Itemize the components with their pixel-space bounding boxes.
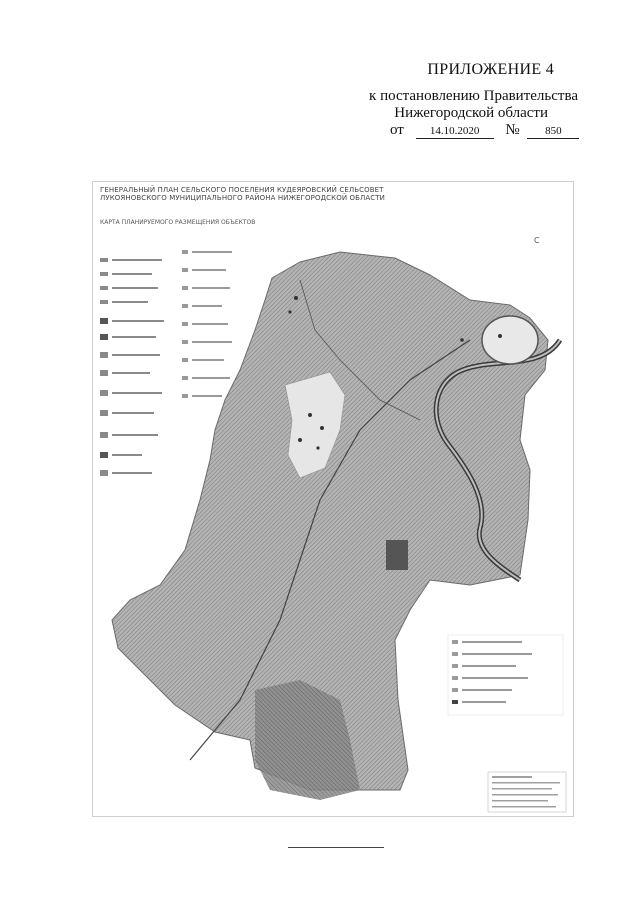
map-subtitle: КАРТА ПЛАНИРУЕМОГО РАЗМЕЩЕНИЯ ОБЪЕКТОВ	[100, 219, 256, 226]
from-label: от	[390, 122, 404, 138]
planned-zone-block	[386, 540, 408, 570]
decree-number: 850	[527, 124, 579, 139]
number-label: №	[505, 122, 520, 138]
title-block	[488, 772, 566, 812]
appendix-title: ПРИЛОЖЕНИЕ 4	[427, 61, 554, 78]
decree-date: 14.10.2020	[416, 124, 494, 139]
appendix-line-1: к постановлению Правительства	[369, 88, 578, 104]
map-title-line-1: ГЕНЕРАЛЬНЫЙ ПЛАН СЕЛЬСКОГО ПОСЕЛЕНИЯ КУДЕЯРОВСКИЙ СЕЛЬСОВЕТ	[100, 186, 384, 194]
north-mark: С	[534, 236, 540, 245]
map-title-line-2: ЛУКОЯНОВСКОГО МУНИЦИПАЛЬНОГО РАЙОНА НИЖЕГОРОДСКОЙ ОБЛАСТИ	[100, 194, 385, 202]
appendix-line-2: Нижегородской области	[394, 105, 548, 121]
legend-right	[448, 635, 563, 715]
footer-separator	[288, 847, 384, 848]
village-kudeyarovo	[482, 316, 538, 364]
